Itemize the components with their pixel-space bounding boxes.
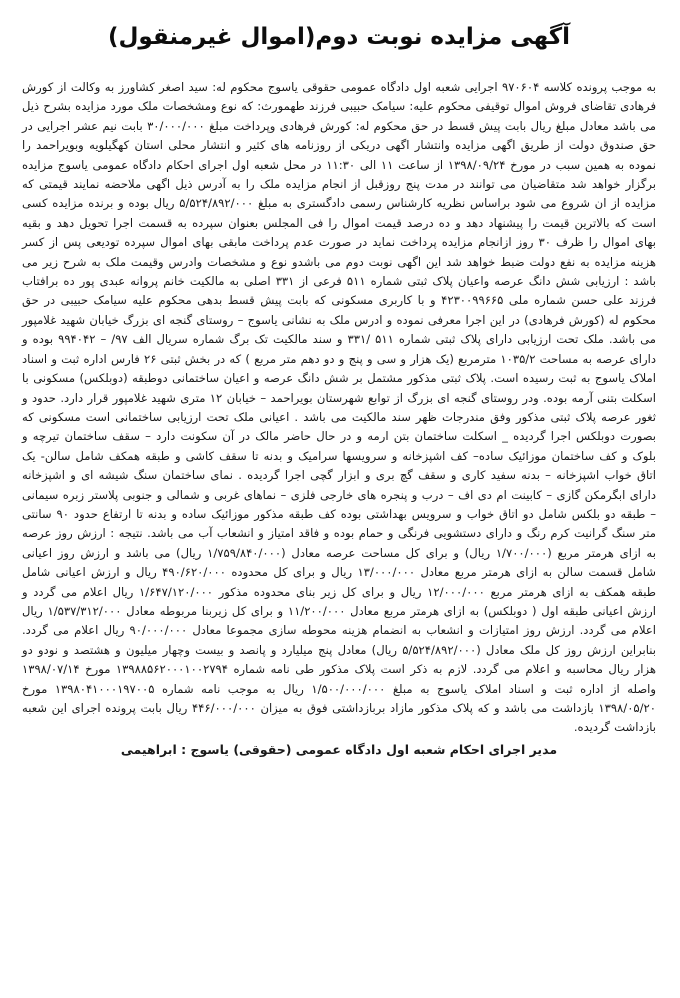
title-area	[14, 14, 664, 68]
notice-title: آگهی مزایده نوبت دوم(اموال غیرمنقول)	[107, 24, 571, 50]
notice-body: به موجب پرونده کلاسه ۹۷۰۶۰۴ اجرایی شعبه اول دادگاه عمومی حقوقی یاسوج محکوم له: سید اصغر کشاورز به وکالت از کورش فرهادی تقاضای فروش اموال توقیفی محکوم علیه: سیامک حبیبی فرزند طهمورث: که نوع ومشخصات ملک مورد مزایده بشرح ذیل می باشد معادل مبلغ ریال بابت پیش قسط در حق محکوم له: کورش فرهادی وپرداخت مبلغ ۳۰/۰۰۰/۰۰۰ بابت نیم عشر اجرایی در حق صندوق دولت از طریق اگهی مزایده وانتشار اگهی دریکی از روزنامه های کثیر و انتشار محلی استان کهگیلویه وبویراحمد را نموده به همین سبب در مورخ ۱۳۹۸/۰۹/۲۴ از ساعت ۱۱ الی ۱۱:۳۰ در محل شعبه اول اجرای احکام دادگاه عمومی یاسوج مزایده برگزار خواهد شد متقاضیان می توانند در مدت پنج روزقبل از انجام مزایده ملک را به آدرس ذیل اگهی ملاحضه نمایند قیمتی که مزایده از ان شروع می شود براساس نظریه کارشناس رسمی دادگستری به مبلغ ۵/۵۲۴/۸۹۲/۰۰۰ ریال بوده و برنده مزایده کسی است که بالاترین قیمت را پیشنهاد دهد و ده درصد قیمت اموال را فی المجلس بعنوان سپرده به قسمت اجرا تحویل دهد و بقیه بهای اموال را ظرف ۳۰ روز ازانجام مزایده پرداخت نماید در صورت عدم پرداخت مابقی بهای اموال سپرده تودیعی پس از کسر هزینه مزایده به نفع دولت ضبط خواهد شد این اگهی نوبت دوم می باشدو نوع و مشخصات وادرس وقیمت ملک به شرح زیر می باشد : ارزیابی شش دانگ عرصه واعیان پلاک ثبتی شماره ۵۱۱ فرعی از ۳۳۱ اصلی به مالکیت خانم پروانه عبدی پور ده برافتاب فرزند علی حسن شماره ملی ۴۲۳۰۰۹۹۶۶۵ و با کاربری مسکونی که بابت پیش قسط بدهی محکوم علیه سیامک حبیبی در حق محکوم له (کورش فرهادی) در این اجرا معرفی نموده و ادرس ملک به نشانی یاسوج – روستای گنجه ای بزرگ خیابان شهید غلامپور می باشد. ملک تحت ارزیابی دارای پلاک ثبتی شماره ۵۱۱ /۳۳۱ و سند مالکیت تک برگ شماره سریال الف ۹۷/ – ۹۹۴۰۴۲ بوده و دارای عرصه به مساحت ۱۰۳۵/۲ مترمربع (یک هزار و سی و پنج و دو دهم متر مربع ) که در بخش ثبتی ۲۶ فارس اداره ثبت و اسناد املاک یاسوج به ثبت رسیده است. پلاک ثبتی مذکور مشتمل بر شش دانگ عرصه و اعیان ساختمانی دوطبقه (دوبلکس) مسکونی با اسکلت بتنی آرمه بوده. ودر روستای گنجه ای بزرگ از توابع شهرستان بویراحمد – خیابان ۱۲ متری شهید غلامپور قرار دارد. حدود و ثغور عرصه پلاک ثبتی مذکور وفق مندرجات ظهر سند مالکیت می باشد . اعیانی ملک تحت ارزیابی ساختمانی است مسکونی که بصورت دوبلکس اجرا گردیده _ اسکلت ساختمان بتن ارمه و در حال حاضر مالک در آن سکونت دارد – سقف ساختمان تیرچه و بلوک و کف ساختمان موزائیک ساده– کف اشپزخانه و سرویسها سرامیک و بدنه تا سقف کاشی و طبقه همکف شامل سالن- یک اتاق خواب اشپزخانه – بدنه سفید کاری و سقف گچ بری و ابزار گچی اجرا گردیده . نمای ساختمان سنگ شیشه ای و اشپزخانه دارای ابگرمکن گازی – کابینت ام دی اف – درب و پنجره های خارجی فلزی – نماهای غربی و شمالی و جنوبی پلاستر زبره سیمانی – طبقه دو بلکس شامل دو اتاق خواب و سرویس بهداشتی بوده کف طبقه مذکور موزائیک ساده و بدنه تا ارتفاع حدود ۹۰ سانتی متر سنگ گرانیت کرم رنگ و دارای دستشویی فرنگی و حمام بوده و فاقد امتیاز و انشعاب آب می باشد. نتیجه : ارزش روز عرصه به ازای هرمتر مربع (۱/۷۰۰/۰۰۰ ریال) و برای کل مساحت عرصه معادل (۱/۷۵۹/۸۴۰/۰۰۰ ریال) می باشد و ارزش روز اعیانی شامل قسمت سالن به ازای هرمتر مربع معادل ۱۳/۰۰۰/۰۰۰ ریال و برای کل محدوده ۴۹۰/۶۲۰/۰۰۰ ریال و ارزش اعیانی شامل طبقه همکف به ازای هرمتر مربع ۱۲/۰۰۰/۰۰۰ ریال و برای کل زیر بنای محدوده مذکور ۱/۶۴۷/۱۲۰/۰۰۰ ریال اعلام می گردد و ارزش اعیانی طبقه اول ( دوبلکس) به ازای هرمتر مربع معادل ۱۱/۲۰۰/۰۰۰ و برای کل زیربنا مربوطه معادل ۱/۵۳۷/۳۱۲/۰۰۰ ریال اعلام می گردد. ارزش روز امتیازات و انشعاب به انضمام هزینه محوطه سازی مجموعا معادل ۹۰/۰۰۰/۰۰۰ ریال اعلام می گردد. بنابراین ارزش روز کل ملک معادل (۵/۵۲۴/۸۹۲/۰۰۰ ریال) معادل پنج میلیارد و پانصد و بیست وچهار میلیون و هشتصد و نودو دو هزار ریال محاسبه و اعلام می گردد. لازم به ذکر است پلاک مذکور طی نامه شماره ۱۳۹۸۸۵۶۲۰۰۰۱۰۰۲۷۹۴ مورخ ۱۳۹۸/۰۷/۱۴ واصله از اداره ثبت و اسناد املاک یاسوج به مبلغ ۱/۵۰۰/۰۰۰/۰۰۰ ریال به موجب نامه شماره ۱۳۹۸۰۴۱۰۰۰۱۹۷۰۰۵ مورخ ۱۳۹۸/۰۵/۲۰ بازداشت می باشد و که پلاک مذکور مازاد بربازداشتی فوق به میزان ۴۴۶/۰۰۰/۰۰۰ ریال بابت پرونده اجرای این شعبه بازداشت گردیده.	[22, 80, 657, 735]
auction-notice	[14, 14, 664, 980]
notice-signature: مدیر اجرای احکام شعبه اول دادگاه عمومی (حقوقی) یاسوج : ابراهیمی	[120, 741, 558, 757]
